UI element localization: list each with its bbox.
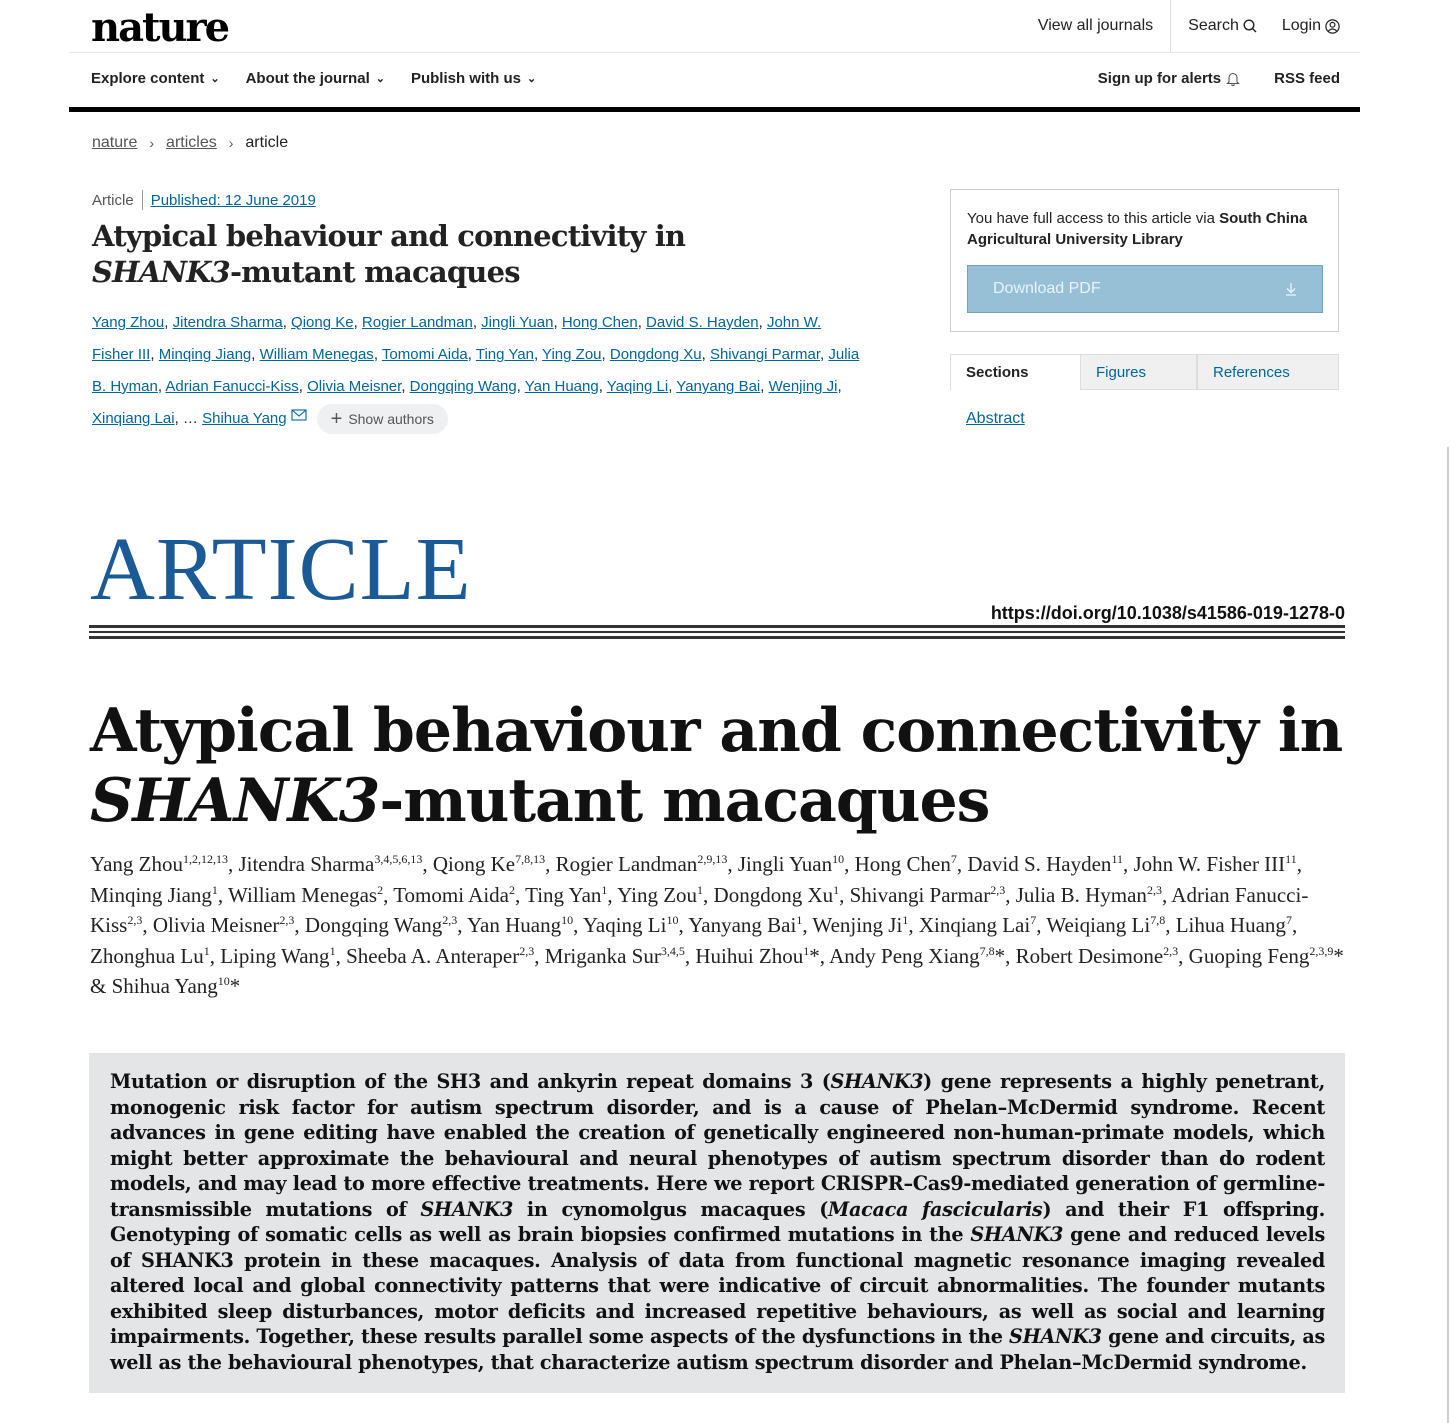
scan-abstract-text: Mutation or disruption of the SH3 and ankyrin repeat domains 3 (SHANK3) gene represents a highly penetrant, monogenic risk factor for autism spectrum disorder, and is a cause of Phelan–McDermid syndrome. Recent advances in gene editing have enabled the creation of genetically engineered non-human-primate models, which might better approximate the behavioural and neural phenotypes of autism spectrum disorder than do rodent models, and may lead to more effective treatments. Here we report CRISPR–Cas9-mediated generation of germline-transmissible mutations of SHANK3 in cynomolgus macaques (Macaca fascicularis) and their F1 offspring. Genotyping of somatic cells as well as brain biopsies confirmed mutations in the SHANK3 gene and reduced levels of SHANK3 protein in these macaques. Analysis of data from functional magnetic resonance imaging revealed altered local and global connectivity patterns that were indicative of circuit abnormalities. The founder mutants exhibited sleep disturbances, motor deficits and increased repetitive behaviours, as well as social and learning impairments. Together, these results parallel some aspects of the dysfunctions in the SHANK3 gene and circuits, as well as the behavioural phenotypes, that characterize autism spectrum disorder and Phelan–McDermid syndrome. — [110, 1070, 1325, 1374]
scan-abstract-box — [89, 1053, 1345, 1393]
access-institution: South China Agricultural University Library — [967, 210, 1308, 248]
search-label: Search — [1188, 17, 1239, 34]
tab-figures[interactable]: Figures — [1080, 354, 1197, 390]
nav-label: Explore content — [91, 70, 205, 87]
nav-label: Publish with us — [410, 70, 521, 87]
nav-right — [1064, 70, 1340, 87]
tab-sections[interactable]: Sections — [950, 354, 1080, 390]
article-type: Article — [92, 191, 134, 209]
show-authors-button[interactable] — [317, 404, 448, 434]
chevron-down-icon: ⌄ — [210, 73, 220, 85]
scan-article-banner: ARTICLE — [90, 520, 472, 619]
breadcrumb-nature[interactable]: nature — [92, 134, 138, 151]
nav-publish[interactable] — [411, 70, 536, 87]
access-text — [967, 208, 1322, 250]
author-link[interactable]: Adrian Fanucci-Kiss — [165, 378, 299, 395]
sign-up-label: Sign up for alerts — [1097, 70, 1222, 87]
breadcrumb-current: article — [245, 134, 289, 151]
scrollbar[interactable] — [1447, 447, 1449, 1423]
scan-author-list: Yang Zhou$^{1,2,12,13}$, Jitendra Sharma$^{3,4,5,6,13}$, Qiong Ke$^{7,8,13}$, Rogier Landman$^{2,9,13}$, Jingli Yuan$^{10}$, Hong Chen$^7$, David S. Hayden$^{11}$, John W. Fisher III$^{11}$, Minqing Jiang$^1$, William Menegas$^2$, Tomomi Aida$^2$, Ting Yan$^1$, Ying Zou$^1$, Dongdong Xu$^1$, Shivangi Parmar$^{2,3}$, Julia B. Hyman$^{2,3}$, Adrian Fanucci-Kiss$^{2,3}$, Olivia Meisner$^{2,3}$, Dongqing Wang$^{2,3}$, Yan Huang$^{10}$, Yaqing Li$^{10}$, Yanyang Bai$^1$, Wenjing Ji$^1$, Xinqiang Lai$^7$, Weiqiang Li$^{7,8}$, Lihua Huang$^7$, Zhonghua Lu$^1$, Liping Wang$^1$, Sheeba A. Anteraper$^{2,3}$, Mriganka Sur$^{3,4,5}$, Huihui Zhou$^1$*, Andy Peng Xiang$^{7,8}$*, Robert Desimone$^{2,3}$, Guoping Feng$^{2,3,9}$* & Shihua Yang$^{10}$* — [90, 852, 1344, 998]
author-link[interactable]: Jitendra Sharma — [172, 314, 283, 331]
nav-explore-content[interactable] — [91, 70, 220, 87]
author-link[interactable]: Julia B. Hyman — [92, 346, 860, 395]
scan-rule — [89, 625, 1345, 639]
rss-feed-link[interactable] — [1274, 70, 1340, 87]
title-gene: SHANK3 — [92, 255, 230, 289]
author-link[interactable]: Olivia Meisner — [307, 378, 402, 395]
author-link[interactable]: Qiong Ke — [291, 314, 354, 331]
author-link[interactable]: Dongdong Xu — [609, 346, 702, 363]
view-all-journals-label: View all journals — [1037, 17, 1154, 34]
plus-icon: + — [330, 408, 343, 431]
tab-references[interactable]: References — [1197, 354, 1339, 390]
divider — [142, 190, 143, 210]
author-link[interactable]: Minqing Jiang — [158, 346, 252, 363]
login-button[interactable] — [1274, 0, 1340, 52]
chevron-down-icon: ⌄ — [526, 73, 537, 85]
breadcrumb-articles[interactable]: articles — [166, 134, 217, 151]
author-link[interactable]: Tomomi Aida — [381, 346, 468, 363]
scan-doi: https://doi.org/10.1038/s41586-019-1278-0 — [990, 603, 1345, 623]
sign-up-alerts-button[interactable] — [1098, 70, 1240, 87]
bell-icon — [1226, 71, 1240, 86]
author-ellipsis: … — [182, 410, 198, 427]
author-link[interactable]: Rogier Landman — [361, 314, 473, 331]
access-prefix: You have full access to this article via — [967, 210, 1220, 227]
header-rule — [69, 52, 1360, 53]
download-icon — [1285, 282, 1297, 296]
author-link[interactable]: William Menegas — [259, 346, 374, 363]
header-bar — [69, 107, 1360, 112]
show-authors-label: Show authors — [348, 411, 434, 428]
author-link[interactable]: Xinqiang Lai — [92, 410, 175, 427]
author-link[interactable]: Hong Chen — [561, 314, 638, 331]
author-link[interactable]: Jingli Yuan — [481, 314, 554, 331]
download-pdf-button[interactable] — [967, 265, 1323, 313]
author-link[interactable]: Yaqing Li — [606, 378, 669, 395]
author-link[interactable]: Yanyang Bai — [676, 378, 761, 395]
nature-logo[interactable]: nature — [91, 4, 229, 51]
access-box — [950, 189, 1339, 332]
nav-about-journal[interactable] — [246, 70, 385, 87]
article-meta — [92, 190, 316, 210]
login-label: Login — [1281, 17, 1321, 34]
view-all-journals-link[interactable] — [1021, 0, 1170, 52]
published-date-link[interactable]: Published: 12 June 2019 — [150, 191, 316, 209]
search-icon — [1243, 19, 1257, 33]
scan-title — [90, 696, 1370, 836]
author-link[interactable]: Wenjing Ji — [768, 378, 838, 395]
author-link[interactable]: Ying Zou — [542, 346, 602, 363]
author-link[interactable]: Shivangi Parmar — [709, 346, 821, 363]
author-link-corresponding[interactable]: Shihua Yang — [202, 410, 287, 427]
search-button[interactable] — [1171, 0, 1274, 52]
rss-label: RSS feed — [1274, 70, 1340, 87]
title-text: Atypical behaviour and connectivity in — [92, 219, 686, 253]
chevron-down-icon: ⌄ — [375, 73, 385, 85]
chevron-right-icon: › — [228, 135, 234, 151]
sidebar-tabs — [950, 354, 1339, 390]
nav-label: About the journal — [245, 70, 370, 87]
scan-title-line1: Atypical behaviour and connectivity in — [90, 696, 1343, 766]
top-links — [1021, 0, 1340, 52]
author-link[interactable]: Dongqing Wang — [409, 378, 517, 395]
author-link[interactable]: Yang Zhou — [92, 314, 165, 331]
download-label: Download PDF — [993, 280, 1101, 297]
author-list: Yang Zhou, Jitendra Sharma, Qiong Ke, Rogier Landman, Jingli Yuan, Hong Chen, David S. Hayden, John W. Fisher III, Minqing Jiang, William Menegas, Tomomi Aida, Ting Yan, Ying Zou, Dongdong Xu, Shivangi Parmar, Julia B. Hyman, Adrian Fanucci-Kiss, Olivia Meisner, Dongqing Wang, Yan Huang, Yaqing Li, Yanyang Bai, Wenjing Ji, Xinqiang Lai, … Shihua Yang + Show authors — [92, 307, 862, 435]
title-text: -mutant macaques — [229, 255, 520, 289]
chevron-right-icon: › — [149, 135, 155, 151]
author-link[interactable]: Yan Huang — [524, 378, 599, 395]
abstract-section-link[interactable]: Abstract — [966, 410, 1025, 427]
author-link[interactable]: Ting Yan — [475, 346, 534, 363]
user-icon — [1325, 19, 1340, 34]
site-header — [69, 0, 1360, 112]
author-link[interactable]: John W. Fisher III — [92, 314, 822, 363]
email-icon[interactable] — [291, 409, 307, 422]
author-link[interactable]: David S. Hayden — [646, 314, 759, 331]
breadcrumb — [92, 134, 288, 152]
scan-title-line2: -mutant macaques — [379, 766, 990, 836]
main-nav — [91, 70, 562, 87]
scan-title-gene: SHANK3 — [90, 766, 380, 836]
page-title — [92, 218, 792, 290]
